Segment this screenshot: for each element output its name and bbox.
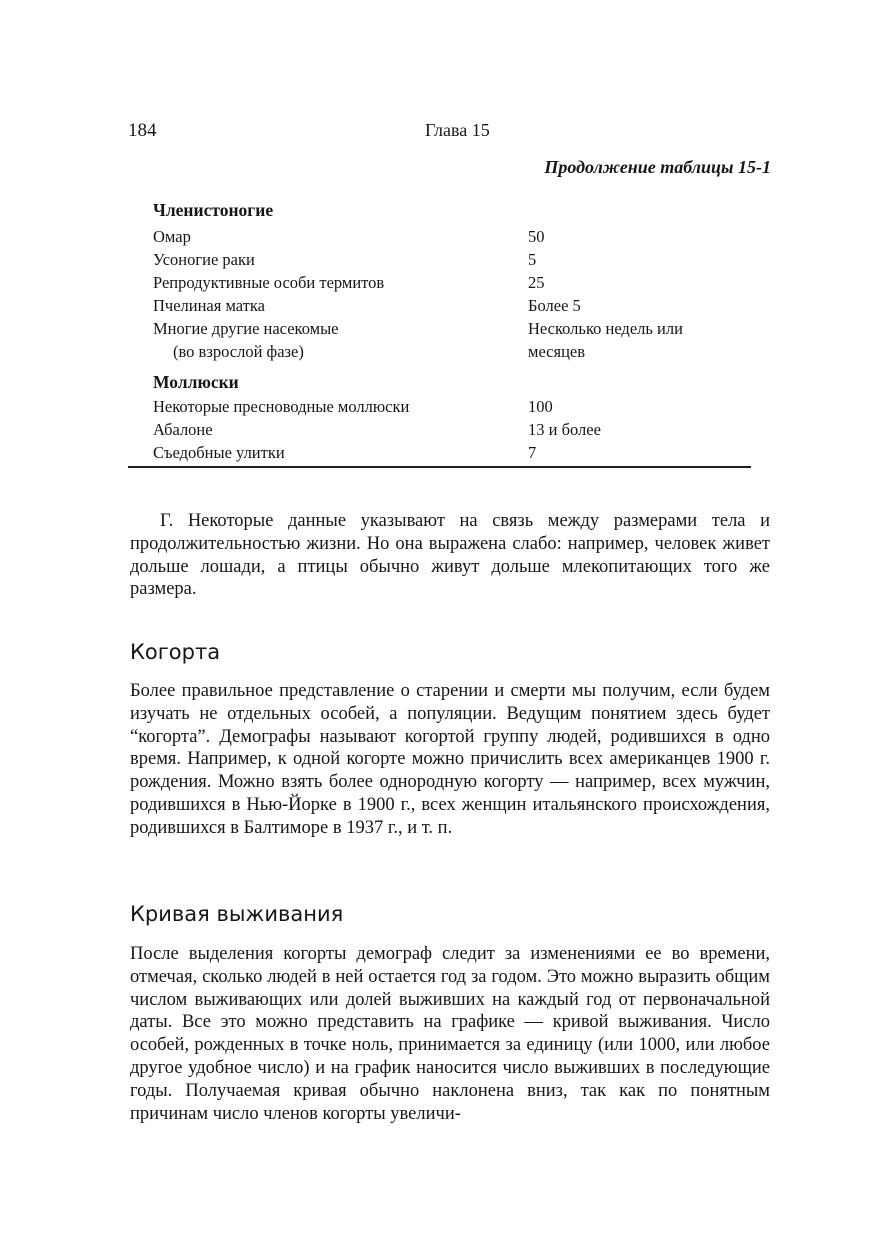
table-row <box>153 225 753 248</box>
row-value: месяцев <box>528 342 586 361</box>
row-value: 50 <box>528 227 545 246</box>
page-number: 184 <box>128 120 157 141</box>
body-paragraph: Более правильное представление о старении и смерти мы получим, если будем изучать не отдельных особей, а популяции. Ведущим понятием здесь будет “когорта”. Демографы называют когортой группу людей, родившихся в одно время. Например, к одной когорте можно причислить всех американцев 1900 г. рождения. Можно взять более однородную когорту — например, всех мужчин, родившихся в Нью-Йорке в 1900 г., всех женщин итальянского происхождения, родившихся в Балтиморе в 1937 г., и т. п. <box>130 681 770 838</box>
row-value: 13 и более <box>528 420 601 439</box>
table-row <box>153 317 753 340</box>
table-caption: Продолжение таблицы 15-1 <box>544 157 771 177</box>
table-bottom-rule <box>128 466 751 468</box>
row-name: Пчелиная матка <box>153 296 265 315</box>
running-head: Глава 15 <box>425 120 490 140</box>
table-row <box>153 395 753 418</box>
row-name: Усоногие раки <box>153 250 255 269</box>
section-heading-survival-curve: Кривая выживания <box>130 902 344 926</box>
row-name: (во взрослой фазе) <box>173 342 304 361</box>
row-name: Съедобные улитки <box>153 443 285 462</box>
row-name: Омар <box>153 227 191 246</box>
row-name: Абалоне <box>153 420 213 439</box>
body-paragraph: Г. Некоторые данные указывают на связь между размерами тела и продолжительностью жизни. Но она выражена слабо: например, человек живет дольше лошади, а птицы обычно живут дольше млекопитающих того же размера. <box>130 511 770 600</box>
section-heading-cohort: Когорта <box>130 640 221 664</box>
table-row <box>153 340 753 363</box>
row-value: 25 <box>528 273 545 292</box>
lifespan-table <box>153 195 753 464</box>
table-row <box>153 271 753 294</box>
row-value: 100 <box>528 397 553 416</box>
row-value: 7 <box>528 443 537 462</box>
row-value: Более 5 <box>528 296 581 315</box>
row-value: 5 <box>528 250 537 269</box>
table-group-title: Членистоногие <box>153 200 274 220</box>
table-row <box>153 441 753 464</box>
table-group-title: Моллюски <box>153 372 239 392</box>
table-row <box>153 248 753 271</box>
row-value: Несколько недель или <box>528 319 683 338</box>
row-name: Репродуктивные особи термитов <box>153 273 385 292</box>
table-row <box>153 418 753 441</box>
table-row <box>153 294 753 317</box>
row-name: Некоторые пресноводные моллюски <box>153 397 410 416</box>
row-name: Многие другие насекомые <box>153 319 339 338</box>
body-paragraph: После выделения когорты демограф следит за изменениями ее во времени, отмечая, сколько людей в ней остается год за годом. Это можно выразить общим числом выживающих или долей выживших на каждый год от первоначальной даты. Все это можно представить на графике — кривой выживания. Число особей, рожденных в точке ноль, принимается за единицу (или 1000, или любое другое удобное число) и на график наносится число выживших в последующие годы. Получаемая кривая обычно наклонена вниз, так как по понятным причинам число членов когорты увеличи- <box>130 944 770 1124</box>
